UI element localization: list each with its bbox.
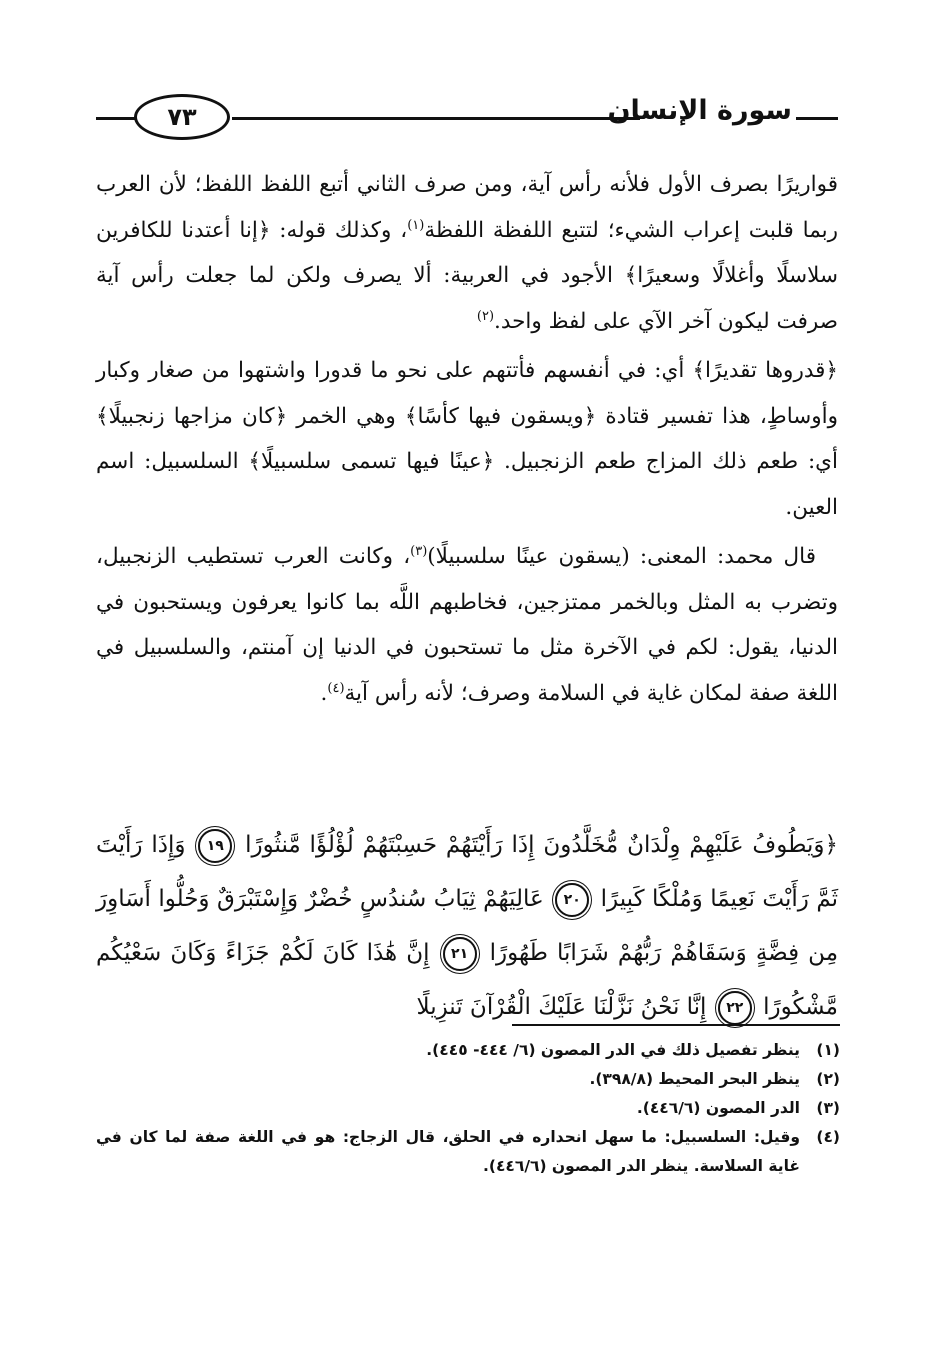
page-number: ٧٣ xyxy=(134,94,230,140)
footnote-number: (٣) xyxy=(816,1099,840,1117)
footnote-text: الدر المصون (٤٤٦/٦). xyxy=(636,1099,800,1117)
ayah-number-marker: ٢٢ xyxy=(718,991,752,1025)
footnote-item xyxy=(96,1036,840,1065)
footnote-text: ينظر البحر المحيط (٣٩٨/٨). xyxy=(589,1070,800,1088)
footnote-item xyxy=(96,1065,840,1094)
footnotes xyxy=(96,1036,840,1181)
paragraph-1-text-b: ، وكذلك قوله: ﴿إنا أعتدنا للكافرين سلاسلًا وأغلالًا وسعيرًا﴾ الأجود في العربية: ألا يصرف ولكن لما جعلت رأس آية صرفت ليكون آخر الآي على لفظ واحد. xyxy=(96,217,838,334)
footnote-number: (٢) xyxy=(816,1070,840,1088)
surah-title: سورة الإنسان xyxy=(607,95,792,126)
paragraph-2: ﴿قدروها تقديرًا﴾ أي: في أنفسهم فأتتهم على نحو ما قدورا واشتهوا من صغار وكبار وأوساطٍ، هذا تفسير قتادة ﴿ويسقون فيها كأسًا﴾ وهي الخمر ﴿كان مزاجها زنجبيلًا﴾ أي: طعم ذلك المزاج طعم الزنجبيل. ﴿عينًا فيها تسمى سلسبيلًا﴾ السلسبيل: اسم العين. xyxy=(96,358,838,520)
footnote-text: وقيل: السلسبيل: ما سهل انحداره في الحلق، قال الزجاج: هو في اللغة صفة لما كان في غاية السلاسة. ينظر الدر المصون (٤٤٦/٦). xyxy=(96,1128,800,1175)
footnote-ref-2: (٢) xyxy=(476,308,495,324)
commentary-text xyxy=(96,162,838,716)
header-rule-right xyxy=(796,117,838,120)
verse-21-text: عَالِيَهُمْ ثِيَابُ سُندُسٍ خُضْرٌ وَإِسْتَبْرَقٌ وَحُلُّوا أَسَاوِرَ مِن فِضَّةٍ وَسَقَاهُمْ رَبُّهُمْ شَرَابًا طَهُورًا xyxy=(96,886,839,966)
paragraph-1 xyxy=(96,162,838,344)
header-rule-left xyxy=(96,117,136,120)
footnote-ref-4: (٤) xyxy=(327,680,345,696)
ayah-number-marker: ١٩ xyxy=(198,829,232,863)
footnote-ref-1: (١) xyxy=(407,217,425,233)
paragraph-3-text-c: . xyxy=(320,680,328,706)
footnote-item xyxy=(96,1094,840,1123)
verse-19-text: وَيَطُوفُ عَلَيْهِمْ وِلْدَانٌ مُّخَلَّدُونَ إِذَا رَأَيْتَهُمْ حَسِبْتَهُمْ لُؤْلُؤًا مَّنثُورًا xyxy=(245,832,825,858)
ayah-number-marker: ٢١ xyxy=(443,937,477,971)
verse-23-text: إِنَّا نَحْنُ نَزَّلْنَا عَلَيْكَ الْقُرْآنَ تَنزِيلًا xyxy=(416,994,707,1020)
verse-open-bracket: ﴿ xyxy=(824,832,838,858)
paragraph-3 xyxy=(96,534,838,716)
paragraph-3-text-b: ، وكانت العرب تستطيب الزنجبيل، وتضرب به المثل وبالخمر ممتزجين، فخاطبهم اللَّه بما كانوا يعرفون ويستحبون في الدنيا، يقول: لكم في الآخرة مثل ما تستحبون في الدنيا إن آمنتم، والسلسبيل في اللغة صفة لمكان غاية في السلامة وصرف؛ لأنه رأس آية xyxy=(96,544,838,706)
footnote-text: ينظر تفصيل ذلك في الدر المصون (٦/ ٤٤٤- ٤٤٥). xyxy=(426,1041,800,1059)
footnote-item xyxy=(96,1123,840,1181)
header-rule-middle xyxy=(232,117,640,120)
page-header xyxy=(96,86,838,142)
footnote-number: (١) xyxy=(816,1041,840,1059)
footnote-ref-3: (٣) xyxy=(410,543,428,559)
footnote-separator xyxy=(512,1024,840,1026)
verse-22-text: إِنَّ هَٰذَا كَانَ لَكُمْ جَزَاءً وَكَانَ سَعْيُكُم مَّشْكُورًا xyxy=(96,940,838,1020)
ayah-number-marker: ٢٠ xyxy=(555,883,589,917)
paragraph-3-text-a: قال محمد: المعنى: (يسقون عينًا سلسبيلًا) xyxy=(427,544,816,569)
quran-verses xyxy=(96,818,838,1034)
verse-20-text: وَإِذَا رَأَيْتَ ثَمَّ رَأَيْتَ نَعِيمًا وَمُلْكًا كَبِيرًا xyxy=(96,832,839,912)
footnote-number: (٤) xyxy=(816,1128,840,1146)
paragraph-1-text-a: قواريرًا بصرف الأول فلأنه رأس آية، ومن صرف الثاني أتبع اللفظ اللفظ؛ لأن العرب ربما قلبت إعراب الشيء؛ لتتبع اللفظة اللفظة xyxy=(96,172,838,243)
